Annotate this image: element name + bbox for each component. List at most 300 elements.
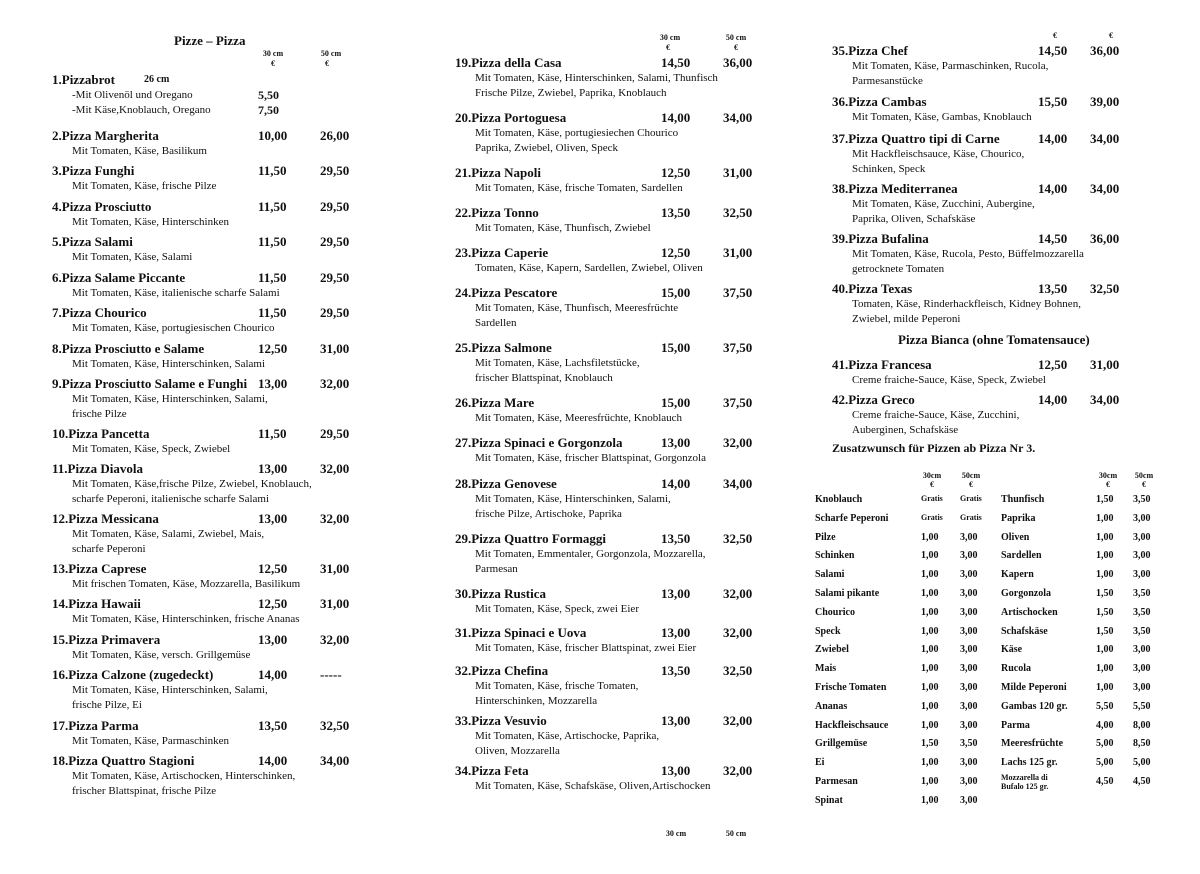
menu-item-description: Parmesanstücke: [852, 75, 923, 87]
menu-item-name: 27.Pizza Spinaci e Gorgonzola: [455, 435, 623, 450]
price-50: 29,50: [320, 270, 350, 285]
menu-item-description: Mit Tomaten, Käse, frische Tomaten, Sardellen: [475, 182, 683, 194]
extra-price-30: 1,00: [921, 682, 939, 693]
extra-topping-row: [1001, 663, 1181, 679]
extra-topping-row: [815, 532, 995, 548]
extras-currency-30: €: [1106, 480, 1110, 489]
menu-item-description: Tomaten, Käse, Rinderhackfleisch, Kidney Bohnen,: [852, 298, 1081, 310]
menu-item-name: 13.Pizza Caprese: [52, 561, 147, 576]
price-50: 31,00: [320, 341, 350, 356]
extra-price-30: 1,00: [921, 569, 939, 581]
price-30: 11,50: [258, 270, 287, 285]
extra-topping-name: Lachs 125 gr.: [1001, 757, 1058, 769]
menu-item-description: Schinken, Speck: [852, 163, 926, 175]
extra-price-30: 1,00: [921, 776, 939, 787]
extra-topping-name: Knoblauch: [815, 494, 863, 505]
price-30: 12,50: [661, 245, 691, 260]
price-50: 32,00: [320, 461, 350, 476]
menu-item-name: 17.Pizza Parma: [52, 718, 139, 733]
extra-price-50: 8,00: [1133, 719, 1151, 731]
extra-topping-row: [1001, 644, 1181, 660]
extra-price-50: 3,00: [960, 531, 978, 543]
menu-item-description: Mit Tomaten, Käse, frische Tomaten,: [475, 680, 639, 692]
price-30: 13,00: [258, 511, 288, 526]
extras-header-30: 30cm: [1098, 471, 1118, 480]
extra-price-30: 1,00: [921, 719, 939, 731]
price-50: 26,00: [320, 128, 350, 143]
extra-price-30: 1,00: [921, 531, 939, 543]
price-50: 36,00: [723, 55, 753, 70]
menu-item-name: 3.Pizza Funghi: [52, 163, 135, 178]
price-50: 32,00: [723, 435, 753, 450]
extra-price-50: 3,00: [1133, 569, 1151, 581]
size-header-30: 30 cm: [262, 49, 284, 58]
menu-item-description: Mit Tomaten, Käse, portugiesiechen Chourico: [475, 127, 679, 139]
extra-topping-name: Salami: [815, 569, 845, 581]
menu-item-description: Mit Tomaten, Käse, Parmaschinken, Rucola,: [852, 60, 1049, 72]
extra-topping-row: [815, 795, 995, 811]
extra-price-30: 1,00: [921, 550, 939, 562]
extra-topping-row: [1001, 607, 1181, 623]
extra-price-50: 3,00: [1133, 512, 1151, 524]
extra-topping-row: [815, 626, 995, 642]
extra-price-50: Gratis: [960, 512, 982, 522]
menu-item-description: Parmesan: [475, 563, 518, 575]
extra-price-30: 1,50: [921, 738, 939, 750]
extra-price-50: Gratis: [960, 494, 982, 503]
extra-price-50: 3,50: [1133, 606, 1151, 618]
price-50: 32,50: [1090, 281, 1120, 296]
menu-item-name: 2.Pizza Margherita: [52, 128, 159, 143]
extra-topping-row: [815, 644, 995, 660]
pizzabrot-size: 26 cm: [144, 74, 170, 85]
price-30: 14,00: [258, 753, 288, 768]
extra-topping-name: Pilze: [815, 531, 836, 543]
price-50: 34,00: [320, 753, 350, 768]
extra-price-30: 1,00: [1096, 569, 1114, 581]
menu-item-name: 29.Pizza Quattro Formaggi: [455, 531, 607, 546]
extra-topping-name: Sardellen: [1001, 550, 1042, 562]
extra-price-50: 3,50: [1133, 588, 1151, 599]
price-30: 15,00: [661, 395, 691, 410]
menu-item-description: Mit Tomaten, Käse, frischer Blattspinat, zwei Eier: [475, 642, 697, 654]
extra-price-50: 3,00: [1133, 644, 1151, 656]
menu-item-description: Mit Tomaten, Käse, Parmaschinken: [72, 735, 229, 747]
extra-topping-row: [1001, 773, 1181, 792]
menu-item-description: frischer Blattspinat, Knoblauch: [475, 372, 613, 384]
extra-topping-row: [815, 701, 995, 717]
menu-item-name: 30.Pizza Rustica: [455, 586, 546, 601]
extra-price-30: 1,00: [1096, 512, 1114, 524]
price-50: 34,00: [1090, 181, 1120, 196]
extra-price-50: 5,00: [1133, 757, 1151, 769]
extra-topping-row: [1001, 494, 1181, 510]
price-50: 34,00: [723, 110, 753, 125]
extra-topping-name: Grillgemüse: [815, 738, 868, 750]
price-50: 32,00: [723, 763, 753, 778]
price-50: 36,00: [1090, 231, 1120, 246]
price-30: 13,00: [258, 461, 288, 476]
extras-currency-50: €: [1142, 480, 1146, 489]
extra-topping-name: Gambas 120 gr.: [1001, 700, 1068, 712]
section-title-extras: Zusatzwunsch für Pizzen ab Pizza Nr 3.: [832, 441, 1036, 455]
extra-price-50: 3,00: [960, 588, 978, 599]
price-50: 32,50: [723, 205, 753, 220]
price-30: 14,00: [1038, 131, 1068, 146]
extra-topping-name: Salami pikante: [815, 588, 880, 599]
extra-price-50: 3,00: [960, 550, 978, 562]
extra-price-30: 1,00: [921, 757, 939, 769]
price-30: 12,50: [1038, 357, 1068, 372]
price-50: 29,50: [320, 426, 350, 441]
price-50: 34,00: [1090, 392, 1120, 407]
extra-topping-name: Schinken: [815, 550, 855, 562]
price-50: 32,00: [723, 713, 753, 728]
extras-header-50: 50cm: [961, 471, 981, 480]
extra-topping-name: Scharfe Peperoni: [815, 512, 889, 524]
extra-price-30: 5,50: [1096, 700, 1114, 712]
menu-item-description: Mit Tomaten, Käse, italienische scharfe Salami: [72, 287, 280, 299]
extra-topping-row: [1001, 626, 1181, 642]
pizzabrot-option-price: 7,50: [258, 103, 279, 117]
extra-price-30: Gratis: [921, 494, 943, 503]
menu-item-description: Tomaten, Käse, Kapern, Sardellen, Zwiebel, Oliven: [475, 262, 703, 274]
menu-item-name: 32.Pizza Chefina: [455, 663, 549, 678]
extra-topping-name: Speck: [815, 625, 841, 637]
menu-item-description: Mit Tomaten, Käse,frische Pilze, Zwiebel, Knoblauch,: [72, 478, 312, 490]
price-50: 39,00: [1090, 94, 1120, 109]
extra-price-30: 5,00: [1096, 738, 1114, 750]
price-30: 14,50: [661, 55, 691, 70]
menu-item-name: 36.Pizza Cambas: [832, 94, 927, 109]
menu-item-name: 35.Pizza Chef: [832, 43, 908, 58]
menu-item-description: Mit Tomaten, Käse, Rucola, Pesto, Büffelmozzarella: [852, 248, 1084, 260]
price-50: 29,50: [320, 305, 350, 320]
menu-item-description: Oliven, Mozzarella: [475, 745, 560, 757]
extra-price-50: 3,00: [960, 757, 978, 769]
extra-topping-name: Gorgonzola: [1001, 588, 1051, 599]
menu-item-name: 14.Pizza Hawaii: [52, 596, 141, 611]
menu-item-description: Mit Tomaten, Käse, Zucchini, Aubergine,: [852, 198, 1035, 210]
extra-price-50: 3,00: [960, 663, 978, 675]
size-header-30: 30 cm: [659, 33, 681, 42]
price-50: 32,50: [723, 531, 753, 546]
extra-topping-row: [815, 607, 995, 623]
extra-price-30: 1,50: [1096, 494, 1114, 505]
extra-topping-name: Rucola: [1001, 663, 1031, 675]
menu-item-description: Mit Tomaten, Käse, Hinterschinken, Salami,: [72, 393, 268, 405]
extra-price-30: 1,00: [921, 663, 939, 675]
menu-item-description: Frische Pilze, Zwiebel, Paprika, Knoblauch: [475, 87, 667, 99]
extra-price-50: 3,00: [1133, 682, 1151, 693]
price-30: 13,00: [661, 625, 691, 640]
extra-price-30: 1,00: [921, 644, 939, 656]
menu-item-description: Mit Tomaten, Käse, Hinterschinken, Salami,: [475, 493, 671, 505]
price-30: 15,00: [661, 285, 691, 300]
menu-item-description: Mit Tomaten, Käse, Basilikum: [72, 145, 207, 157]
price-50: 31,00: [723, 165, 753, 180]
extra-topping-name: Frische Tomaten: [815, 682, 887, 693]
pizzabrot-option-price: 5,50: [258, 88, 279, 102]
menu-item-description: Mit Tomaten, Käse, Artischocke, Paprika,: [475, 730, 660, 742]
menu-item-name: 20.Pizza Portoguesa: [455, 110, 567, 125]
extra-topping-row: [815, 757, 995, 773]
extra-topping-row: [1001, 720, 1181, 736]
price-50: 34,00: [723, 476, 753, 491]
extra-topping-name: Meeresfrüchte: [1001, 738, 1064, 750]
price-50: 32,00: [320, 511, 350, 526]
price-50: 37,50: [723, 395, 753, 410]
extra-topping-row: [815, 588, 995, 604]
menu-item-description: Mit Hackfleischsauce, Käse, Chourico,: [852, 148, 1025, 160]
extra-topping-name: Käse: [1001, 644, 1023, 656]
price-30: 12,50: [258, 596, 288, 611]
menu-item-description: Auberginen, Schafskäse: [852, 424, 959, 436]
menu-item-description: Mit Tomaten, Käse, frischer Blattspinat, Gorgonzola: [475, 452, 706, 464]
menu-item-description: scharfe Peperoni: [72, 543, 146, 555]
pizzabrot-option: -Mit Olivenöl und Oregano: [72, 89, 193, 101]
menu-item-name: 9.Pizza Prosciutto Salame e Funghi: [52, 376, 248, 391]
menu-item-name: 38.Pizza Mediterranea: [832, 181, 958, 196]
price-30: 11,50: [258, 163, 287, 178]
extra-topping-name: Oliven: [1001, 531, 1030, 543]
price-30: 13,50: [258, 718, 288, 733]
menu-item-description: getrocknete Tomaten: [852, 263, 945, 275]
menu-item-description: Mit Tomaten, Käse, versch. Grillgemüse: [72, 649, 251, 661]
currency-50: €: [325, 59, 329, 68]
extra-topping-row: [1001, 682, 1181, 698]
price-50: 31,00: [723, 245, 753, 260]
size-header-50: 50 cm: [320, 49, 342, 58]
extra-price-30: 1,00: [921, 588, 939, 599]
extra-topping-name: Kapern: [1001, 569, 1034, 581]
extra-topping-row: [815, 494, 995, 510]
menu-item-name: 28.Pizza Genovese: [455, 476, 557, 491]
extra-price-30: 5,00: [1096, 757, 1114, 769]
extra-topping-row: [1001, 738, 1181, 754]
footer-size-30: 30 cm: [665, 829, 687, 838]
menu-item-name: 22.Pizza Tonno: [455, 205, 539, 220]
extra-price-30: 1,00: [1096, 644, 1114, 656]
extra-price-30: 4,00: [1096, 719, 1114, 731]
menu-item-name: 34.Pizza Feta: [455, 763, 529, 778]
price-30: 15,50: [1038, 94, 1068, 109]
currency-30: €: [1053, 31, 1057, 40]
menu-item-name: 25.Pizza Salmone: [455, 340, 552, 355]
price-30: 11,50: [258, 199, 287, 214]
price-50: 32,50: [723, 663, 753, 678]
extra-price-30: 1,00: [1096, 531, 1114, 543]
price-50: 32,00: [723, 586, 753, 601]
extra-price-50: 3,00: [960, 644, 978, 656]
price-50: 36,00: [1090, 43, 1120, 58]
menu-item-name: 21.Pizza Napoli: [455, 165, 541, 180]
menu-column-left: [52, 0, 362, 874]
size-header-50: 50 cm: [725, 33, 747, 42]
extra-price-50: 3,00: [960, 794, 978, 806]
price-30: 13,00: [661, 713, 691, 728]
menu-item-name: 24.Pizza Pescatore: [455, 285, 558, 300]
menu-item-name: 31.Pizza Spinaci e Uova: [455, 625, 587, 640]
extras-header-50: 50cm: [1134, 471, 1154, 480]
extra-price-30: 4,50: [1096, 776, 1114, 787]
extra-topping-row: [1001, 513, 1181, 529]
extras-header-30: 30cm: [922, 471, 942, 480]
extra-price-50: 3,00: [960, 682, 978, 693]
price-50: 34,00: [1090, 131, 1120, 146]
price-50: 29,50: [320, 234, 350, 249]
price-30: 11,50: [258, 426, 287, 441]
menu-item-description: Paprika, Oliven, Schafskäse: [852, 213, 976, 225]
menu-item-description: Mit Tomaten, Käse, Hinterschinken, Salami,: [72, 684, 268, 696]
extra-price-30: 1,00: [921, 700, 939, 712]
extra-topping-row: [815, 513, 995, 529]
extra-price-50: 3,00: [960, 569, 978, 581]
extra-topping-name: Schafskäse: [1001, 625, 1048, 637]
price-30: 14,00: [1038, 392, 1068, 407]
menu-item-description: frische Pilze, Artischoke, Paprika: [475, 508, 622, 520]
price-50: 37,50: [723, 340, 753, 355]
extra-topping-name: Ananas: [815, 700, 848, 712]
extra-price-30: 1,00: [921, 794, 939, 806]
extra-topping-row: [815, 720, 995, 736]
extra-price-30: Gratis: [921, 512, 943, 522]
menu-item-name: 39.Pizza Bufalina: [832, 231, 929, 246]
extra-topping-name: Thunfisch: [1001, 494, 1045, 505]
price-30: 13,50: [661, 663, 691, 678]
price-30: 13,00: [661, 586, 691, 601]
extra-price-50: 5,50: [1133, 700, 1151, 712]
extra-topping-row: [815, 569, 995, 585]
price-30: 13,50: [1038, 281, 1068, 296]
menu-item-description: Mit Tomaten, Käse, Speck, Zwiebel: [72, 443, 231, 455]
menu-item-name: 15.Pizza Primavera: [52, 632, 161, 647]
extra-price-50: 3,00: [960, 625, 978, 637]
menu-item-name: 26.Pizza Mare: [455, 395, 535, 410]
menu-item-description: Mit Tomaten, Käse, frische Pilze: [72, 180, 217, 192]
extra-topping-name: Mozzarella di Bufalo 125 gr.: [1001, 773, 1049, 791]
extra-price-50: 3,00: [960, 719, 978, 731]
price-30: 14,00: [661, 476, 691, 491]
menu-item-description: Hinterschinken, Mozzarella: [475, 695, 598, 707]
price-30: 12,50: [258, 341, 288, 356]
menu-item-name: 1.Pizzabrot: [52, 72, 115, 87]
price-50: 31,00: [1090, 357, 1120, 372]
extra-topping-row: [815, 776, 995, 792]
menu-item-description: Mit Tomaten, Käse, Salami: [72, 251, 193, 263]
extra-price-50: 3,00: [960, 606, 978, 618]
menu-item-description: Mit Tomaten, Käse, Schafskäse, Oliven,Artischocken: [475, 780, 711, 792]
price-30: 13,00: [661, 435, 691, 450]
price-30: 13,00: [258, 376, 288, 391]
currency-50: €: [1109, 31, 1113, 40]
extra-price-30: 1,00: [1096, 663, 1114, 675]
extra-topping-name: Spinat: [815, 794, 843, 806]
menu-item-description: frischer Blattspinat, frische Pilze: [72, 785, 217, 797]
section-title-pizza: Pizze – Pizza: [174, 33, 246, 48]
extra-topping-row: [1001, 569, 1181, 585]
price-50: 32,00: [320, 632, 350, 647]
extra-price-50: 4,50: [1133, 776, 1151, 787]
extra-price-30: 1,00: [921, 606, 939, 618]
extra-price-30: 1,50: [1096, 625, 1114, 637]
menu-item-description: Mit Tomaten, Käse, Meeresfrüchte, Knoblauch: [475, 412, 683, 424]
menu-column-middle: [455, 0, 785, 874]
currency-30: €: [666, 43, 670, 52]
extra-price-50: 8,50: [1133, 738, 1151, 750]
currency-50: €: [734, 43, 738, 52]
menu-item-description: scharfe Peperoni, italienische scharfe Salami: [72, 493, 270, 505]
extra-topping-row: [815, 682, 995, 698]
menu-item-description: Mit Tomaten, Emmentaler, Gorgonzola, Mozzarella,: [475, 548, 706, 560]
extra-topping-row: [815, 738, 995, 754]
extra-price-30: 1,00: [921, 625, 939, 637]
menu-item-description: Paprika, Zwiebel, Oliven, Speck: [475, 142, 618, 154]
menu-item-description: Mit Tomaten, Käse, Lachsfiletstücke,: [475, 357, 640, 369]
price-30: 10,00: [258, 128, 288, 143]
menu-item-description: Sardellen: [475, 317, 517, 329]
price-50: 32,50: [320, 718, 350, 733]
menu-item-description: Mit Tomaten, Käse, Hinterschinken, Salami, Thunfisch: [475, 72, 718, 84]
menu-item-description: Mit Tomaten, Käse, Thunfisch, Meeresfrüchte: [475, 302, 679, 314]
extra-topping-row: [815, 663, 995, 679]
price-50: 31,00: [320, 596, 350, 611]
extra-price-30: 1,50: [1096, 588, 1114, 599]
extra-topping-name: Mais: [815, 663, 837, 675]
menu-item-description: Mit Tomaten, Käse, Gambas, Knoblauch: [852, 111, 1032, 123]
pizzabrot-option: -Mit Käse,Knoblauch, Oregano: [72, 104, 211, 116]
extra-topping-name: Milde Peperoni: [1001, 682, 1067, 693]
menu-item-name: 37.Pizza Quattro tipi di Carne: [832, 131, 1000, 146]
extra-topping-row: [1001, 550, 1181, 566]
price-30: 13,50: [661, 531, 691, 546]
extra-topping-row: [1001, 588, 1181, 604]
menu-item-name: 16.Pizza Calzone (zugedeckt): [52, 667, 214, 682]
menu-item-description: Zwiebel, milde Peperoni: [852, 313, 961, 325]
menu-item-name: 11.Pizza Diavola: [52, 461, 143, 476]
menu-item-name: 6.Pizza Salame Piccante: [52, 270, 186, 285]
extras-currency-50: €: [969, 480, 973, 489]
price-30: 14,50: [1038, 43, 1068, 58]
price-30: 11,50: [258, 305, 287, 320]
menu-item-name: 19.Pizza della Casa: [455, 55, 562, 70]
extra-topping-row: [1001, 701, 1181, 717]
extra-price-30: 1,50: [1096, 606, 1114, 618]
extra-price-50: 3,50: [1133, 494, 1151, 505]
menu-item-name: 33.Pizza Vesuvio: [455, 713, 547, 728]
section-title-bianca: Pizza Bianca (ohne Tomatensauce): [898, 332, 1090, 347]
menu-item-name: 8.Pizza Prosciutto e Salame: [52, 341, 205, 356]
price-30: 13,00: [258, 632, 288, 647]
extra-topping-row: [1001, 757, 1181, 773]
menu-item-description: frische Pilze: [72, 408, 127, 420]
price-30: 14,00: [661, 110, 691, 125]
menu-item-description: Creme fraiche-Sauce, Käse, Zucchini,: [852, 409, 1020, 421]
menu-item-description: Mit Tomaten, Käse, Speck, zwei Eier: [475, 603, 639, 615]
price-50: 31,00: [320, 561, 350, 576]
extra-topping-name: Ei: [815, 757, 825, 769]
extra-price-30: 1,00: [1096, 682, 1114, 693]
price-30: 13,00: [661, 763, 691, 778]
price-50: 32,00: [723, 625, 753, 640]
price-30: 12,50: [258, 561, 288, 576]
price-30: 14,00: [1038, 181, 1068, 196]
extra-topping-name: Hackfleischsauce: [815, 719, 889, 731]
price-30: 11,50: [258, 234, 287, 249]
extra-price-50: 3,50: [1133, 625, 1151, 637]
price-30: 13,50: [661, 205, 691, 220]
price-50: 37,50: [723, 285, 753, 300]
